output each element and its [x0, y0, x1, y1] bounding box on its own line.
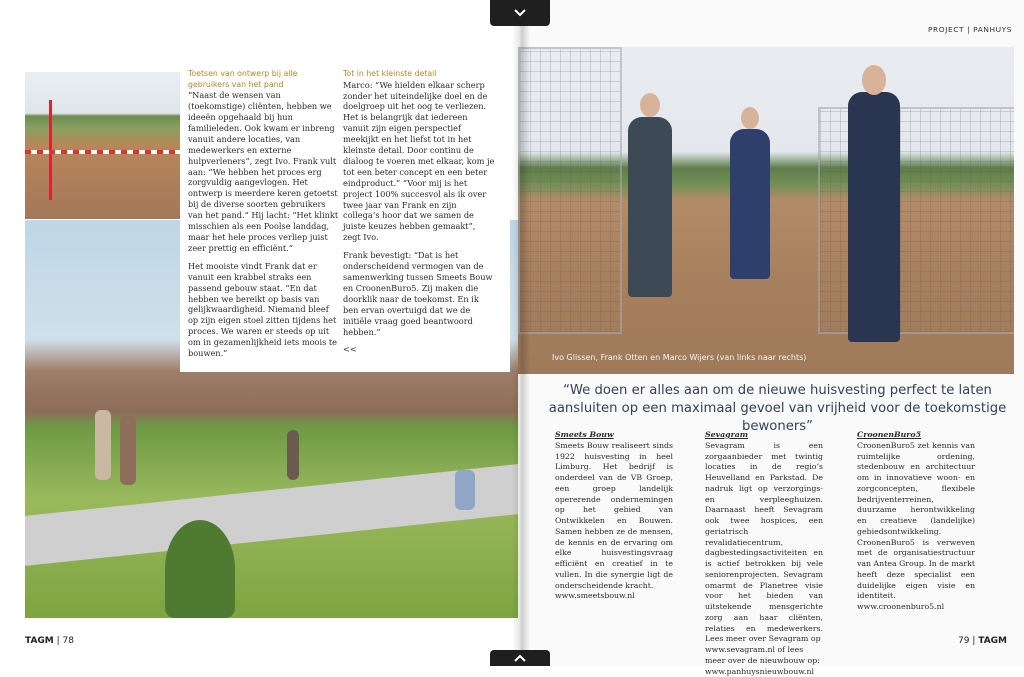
person-frank — [730, 129, 770, 279]
section-heading: Tot in het kleinste detail — [343, 69, 495, 80]
company-title: CroonenBuro5 — [857, 430, 975, 441]
footer-separator: | — [57, 636, 60, 646]
scroll-up-button[interactable] — [490, 650, 550, 666]
paragraph: Frank bevestigt: “Dat is het onderscheidend vermogen van de samenwerking tussen Smeets Bouw en CroonenBuro5. Zij maken die doorklik naar de toekomst. En ik ben ervan overtuigd dat we de initiële vraag goed beantwoord hebben.” — [343, 250, 495, 337]
company-description: Smeets Bouw realiseert sinds 1922 huisvesting in heel Limburg. Het bedrijf is onderdeel van de VB Groep, een groep landelijk opererende ondernemingen op het gebied van Ontwikkelen en Bouwen. Samen hebben ze de mensen, de kennis en de ervaring om elke huisvestingsvraag efficiënt en creatief in te vullen. In die synergie ligt de onderscheidende kracht. — [555, 441, 673, 592]
person-head — [862, 65, 886, 95]
company-link[interactable]: www.smeetsbouw.nl — [555, 591, 673, 602]
link-connector: of lees meer over de nieuwbouw op: — [705, 645, 820, 665]
paragraph: Het mooiste vindt Frank dat er vanuit een krabbel straks een passend gebouw staat. “En dat hebben we bereikt op basis van gelijkwaardigheid. Niemand bleef op zijn eigen stoel zitten tijdens het proces. We waren er steeds op uit om in gezamenlijkheid iets moois te bouwen.” — [188, 261, 340, 359]
company-info-croonenburo5 — [857, 430, 975, 613]
person-ivo — [628, 117, 672, 297]
barrier-tape — [25, 150, 180, 154]
company-link[interactable]: www.panhuysnieuwbouw.nl — [705, 667, 823, 677]
company-title: Sevagram — [705, 430, 823, 441]
construction-site-photo — [25, 72, 180, 219]
page-number: 78 — [63, 636, 74, 646]
scroll-down-button[interactable] — [490, 0, 550, 26]
article-text-block — [180, 64, 510, 372]
chevron-down-icon — [513, 8, 527, 18]
company-link[interactable]: www.croonenburo5.nl — [857, 602, 975, 613]
paragraph: Marco: “We hielden elkaar scherp zonder het uiteindelijke doel en de doelgroep uit het oog te verliezen. Het is belangrijk dat iedereen vanuit zijn eigen perspectief meekijkt en het liefst tot in het kleinste detail. Door continu de dialoog te voeren met elkaar, kom je tot een beter concept en een beter eindproduct.” “Voor mij is het project 100% succesvol als ik over twee jaar van Frank en zijn collega’s hoor dat we samen de juiste keuzes hebben gemaakt”, zegt Ivo. — [343, 80, 495, 244]
chevron-up-icon — [513, 653, 527, 663]
article-column-2 — [343, 69, 495, 362]
figure-resident — [287, 430, 299, 480]
left-page — [0, 0, 520, 666]
article-column-1 — [188, 69, 340, 366]
company-info-sevagram — [705, 430, 823, 677]
company-link[interactable]: www.sevagram.nl — [705, 645, 775, 654]
company-info-smeets-bouw — [555, 430, 673, 602]
figure-resident — [455, 470, 475, 510]
end-mark: << — [343, 344, 495, 355]
spine-shadow — [512, 0, 530, 666]
figure-resident — [120, 415, 136, 485]
fence-panel — [518, 47, 622, 334]
person-marco — [848, 92, 900, 342]
company-link-text — [705, 645, 823, 667]
figure-resident — [95, 410, 111, 480]
person-head — [741, 107, 759, 129]
person-head — [640, 93, 660, 117]
magazine-logo: TAGM — [978, 636, 1007, 646]
team-photo — [518, 47, 1014, 374]
company-description: CroonenBuro5 zet kennis van ruimtelijke ordening, stedenbouw en architectuur om in innovatieve woon- en zorgconcepten, flexibele bedrijventerreinen, duurzame herontwikkeling en creatieve (landelijke) gebiedsontwikkeling. CroonenBuro5 is verweven met de organisatiestructuur van Antea Group. In de markt heeft deze specialist een duidelijke eigen visie en identiteit. — [857, 441, 975, 602]
magazine-logo: TAGM — [25, 636, 54, 646]
footer-right — [958, 636, 1007, 646]
photo-caption: Ivo Glissen, Frank Otten en Marco Wijers (van links naar rechts) — [552, 353, 806, 362]
footer-left — [25, 636, 74, 646]
section-header: PROJECT | PANHUYS — [928, 25, 1012, 34]
bush — [165, 520, 235, 618]
pull-quote: “We doen er alles aan om de nieuwe huisvesting perfect te laten aansluiten op een maximaal gevoel van vrijheid voor de toekomstige bewoners” — [540, 382, 1015, 436]
paragraph: “Naast de wensen van (toekomstige) cliënten, hebben we ideeën opgehaald bij hun familieleden. Ook kwam er inbreng vanuit andere locaties, van medewerkers en externe hulpverleners”, zegt Ivo. Frank vult aan: “We hebben het proces erg zorgvuldig aangevlogen. Het ontwerp is meerdere keren getoetst bij de diverse soorten gebruikers van het pand.” Hij lacht: “Het klinkt misschien als een Poolse landdag, maar het hele proces verliep juist zeer prettig en efficiënt.” — [188, 90, 340, 254]
company-description: Sevagram is een zorgaanbieder met twintig locaties in de regio’s Heuvelland en Parkstad. De nadruk ligt op verzorgings- en verpleeghuizen. Daarnaast heeft Sevagram ook twee hospices, een geriatrisch revalidatiecentrum, dagbestedingsactiviteiten en is actief betrokken bij vele seniorenprojecten. Sevagram omarmt de Planetree visie voor het bieden van uitstekende mensgerichte zorg aan haar cliënten, relaties en medewerkers. Lees meer over Sevagram op — [705, 441, 823, 645]
footer-separator: | — [972, 636, 975, 646]
section-heading: Toetsen van ontwerp bij alle gebruikers van het pand — [188, 69, 340, 90]
page-number: 79 — [958, 636, 969, 646]
company-title: Smeets Bouw — [555, 430, 673, 441]
